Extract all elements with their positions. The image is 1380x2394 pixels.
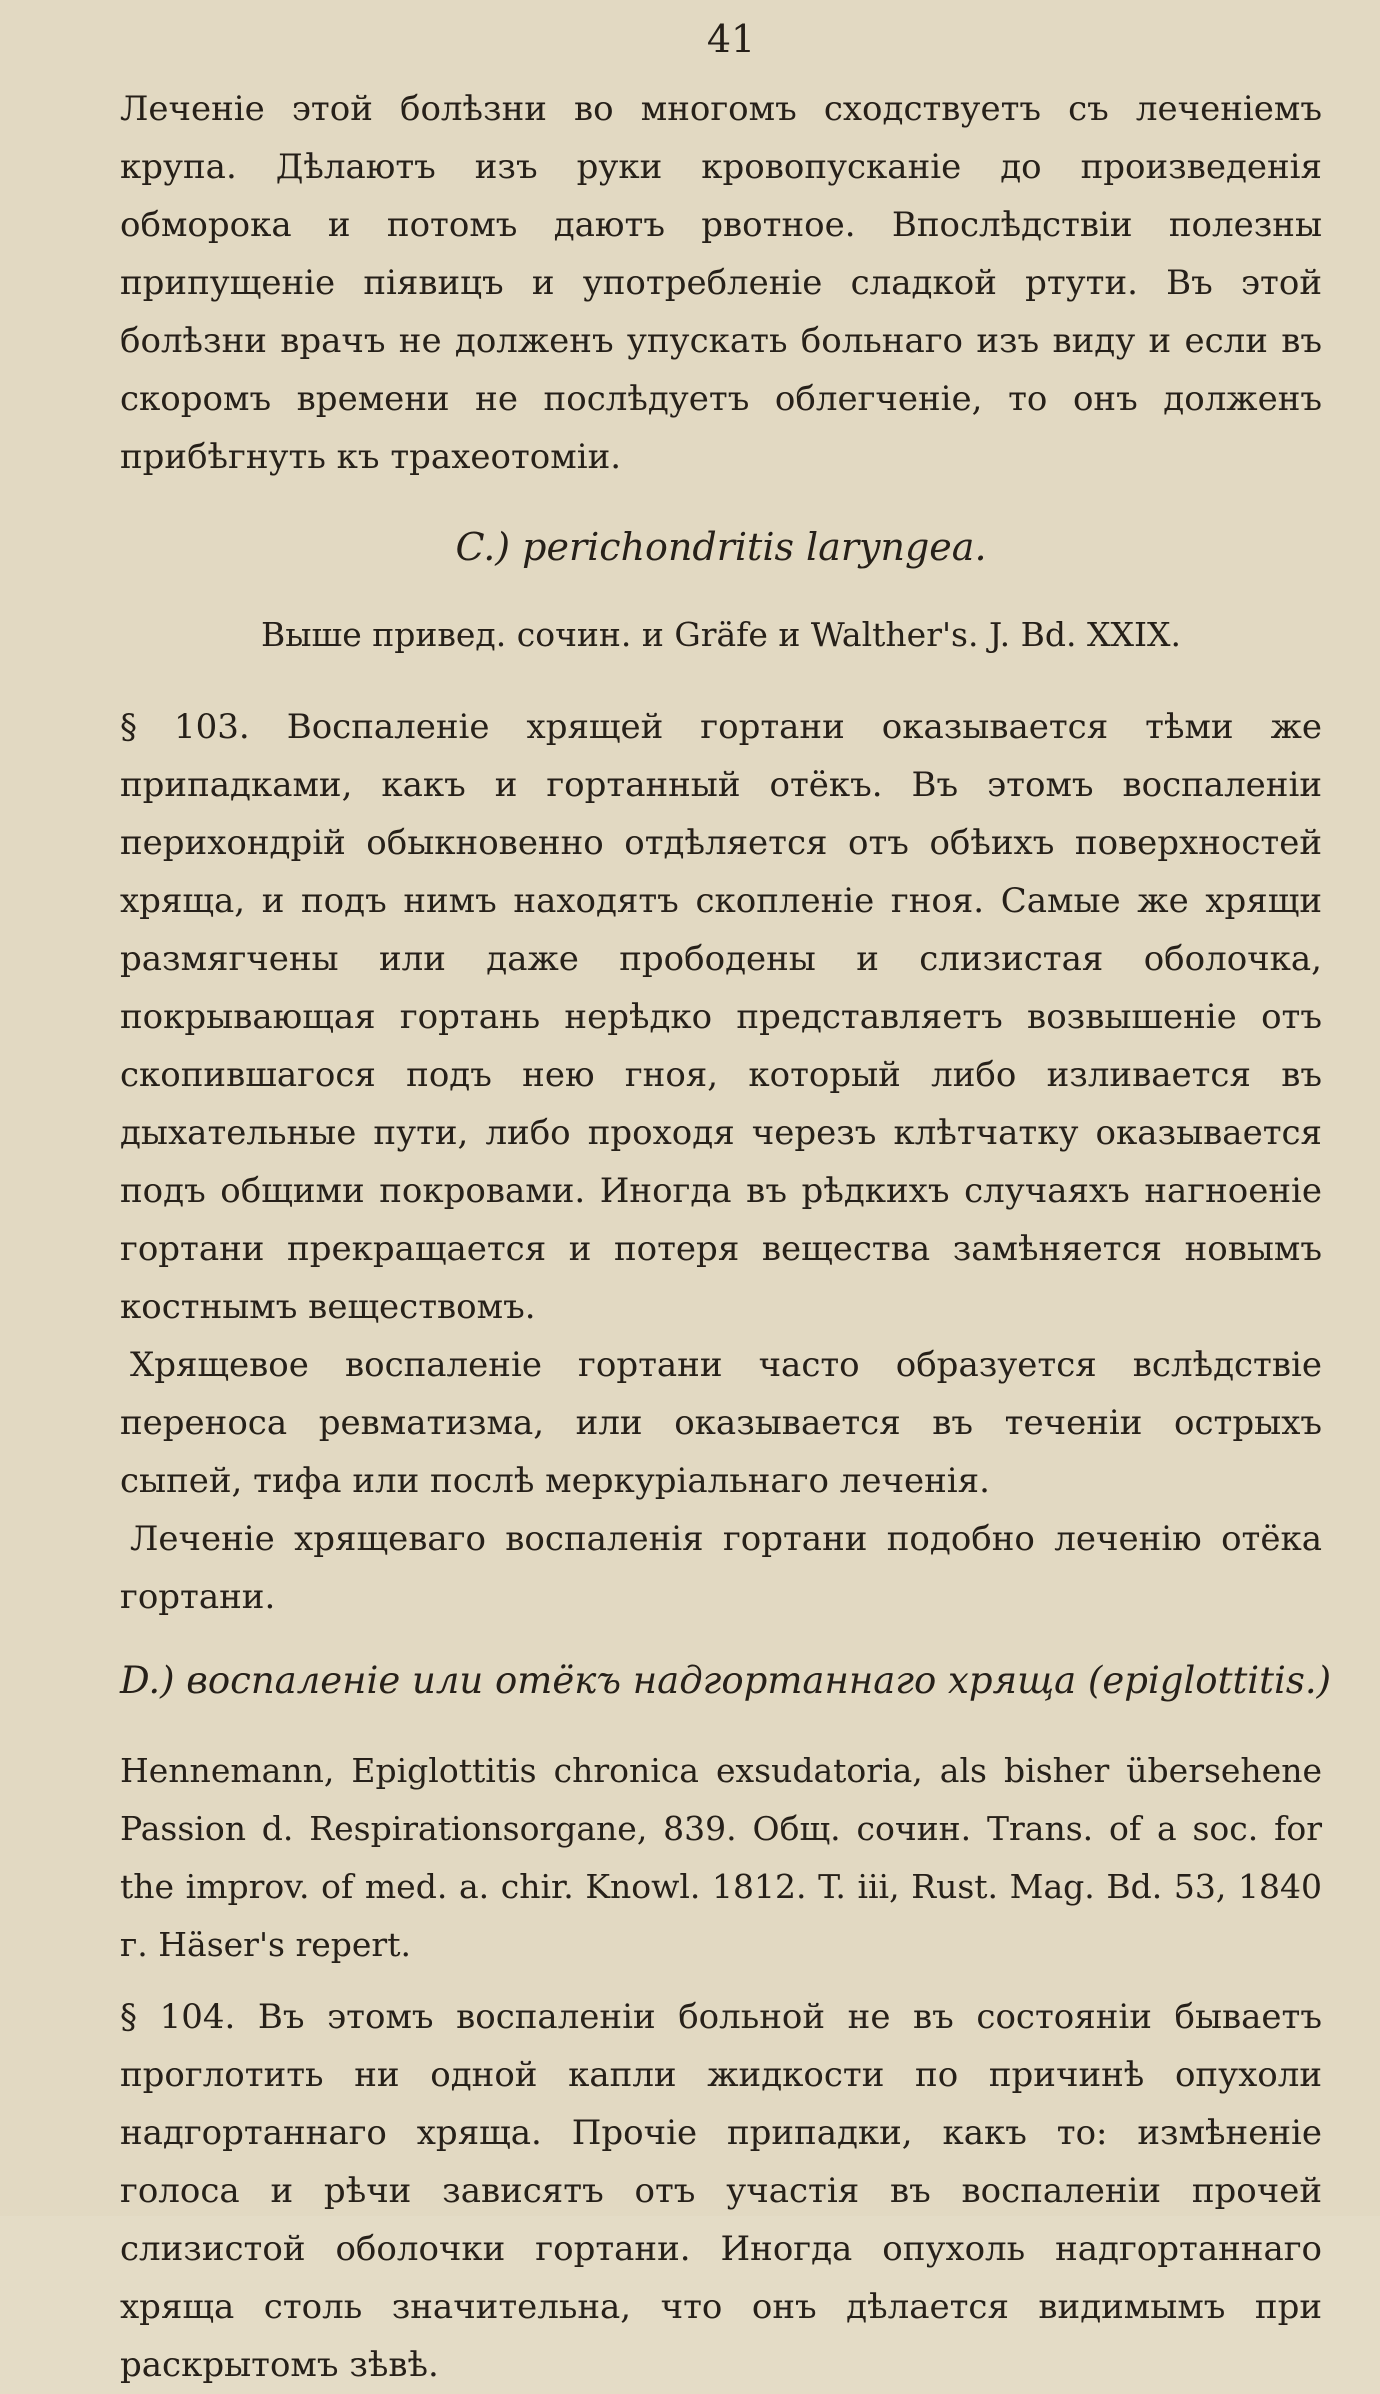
paragraph-treatment: Леченіе этой болѣзни во многомъ сходствуетъ съ леченіемъ крупа. Дѣлаютъ изъ руки кровопусканіе до произведенія обморока и потомъ даютъ рвотное. Впослѣдствіи полезны припущеніе піявицъ и употребленіе сладкой ртути. Въ этой болѣзни врачъ не долженъ упускать больнаго изъ виду и если въ скоромъ времени не послѣдуетъ облегченіе, то онъ долженъ прибѣгнуть къ трахеотоміи. [120,89,1322,477]
paragraph-cause: Хрящевое воспаленіе гортани часто образуется вслѣдствіе переноса ревматизма, или оказывается въ теченіи острыхъ сыпей, тифа или послѣ меркуріальнаго леченія. [120,1345,1322,1501]
bibliography-d: Hennemann, Epiglottitis chronica exsudatoria, als bisher übersehene Passion d. Respirationsorgane, 839. Общ. сочин. Trans. of a soc. for the improv. of med. a. chir. Knowl. 1812. T. iii, Rust. Mag. Bd. 53, 1840 г. Häser's repert. [120,1751,1322,1964]
section-heading-c: C.) perichondritis laryngea. [455,525,987,569]
paragraph-104: § 104. Въ этомъ воспаленіи больной не въ состояніи бываетъ проглотить ни одной капли жидкости по причинѣ опухоли надгортаннаго хряща. Прочіе припадки, какъ то: измѣненіе голоса и рѣчи зависятъ отъ участія въ воспаленіи прочей слизистой оболочки гортани. Иногда опухоль надгортаннаго хряща столь значительна, что онъ дѣлается видимымъ при раскрытомъ зѣвѣ. [120,1997,1322,2385]
bibliography-c: Выше привед. сочин. и Gräfe и Walther's. J. Bd. XXIX. [261,615,1181,654]
section-heading-d: D.) воспаленіе или отёкъ надгортаннаго хряща (epiglottitis.) [120,1659,1332,1702]
paragraph-103: § 103. Воспаленіе хрящей гортани оказывается тѣми же припадками, какъ и гортанный отёкъ. Въ этомъ воспаленіи перихондрій обыкновенно отдѣляется отъ обѣихъ поверхностей хряща, и подъ нимъ находятъ скопленіе гноя. Самые же хрящи размягчены или даже прободены и слизистая оболочка, покрывающая гортань нерѣдко представляетъ возвышеніе отъ скопившагося подъ нею гноя, который либо изливается въ дыхательные пути, либо проходя черезъ клѣтчатку оказывается подъ общими покровами. Иногда въ рѣдкихъ случаяхъ нагноеніе гортани прекращается и потеря вещества замѣняется новымъ костнымъ веществомъ. [120,707,1322,1327]
paragraph-cure: Леченіе хрящеваго воспаленія гортани подобно леченію отёка гортани. [120,1519,1322,1617]
spacer [120,1626,1322,1652]
page-number: 41 [706,17,756,61]
